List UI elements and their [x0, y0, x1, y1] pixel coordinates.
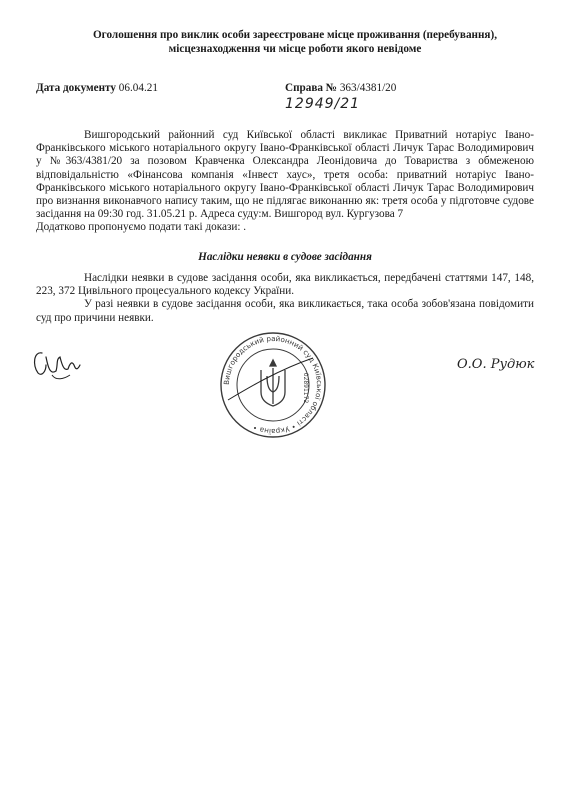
- consequences-section: [36, 272, 534, 325]
- left-signature: [30, 345, 85, 385]
- date-value: 06.04.21: [118, 82, 158, 94]
- right-signature: [455, 348, 540, 378]
- case-number: [285, 82, 396, 94]
- evidence-line: Додатково пропонуємо подати такі докази: .: [36, 221, 247, 234]
- date-label: Дата документу: [36, 82, 116, 94]
- stamp-ring-text: Вишгородський районний суд Київської області • Україна •: [221, 333, 325, 437]
- summons-body: [36, 129, 534, 235]
- trident-icon: [261, 360, 285, 406]
- stamp-code: 02891172: [302, 372, 309, 404]
- case-value: 363/4381/20: [339, 82, 397, 94]
- court-stamp: [218, 330, 328, 440]
- right-signature-text: О.О. Рудюк: [457, 357, 535, 372]
- document-date: [36, 82, 158, 94]
- document-title: Оголошення про виклик особи зареєстроване місце проживання (перебування), місцезнаходження чи місце роботи якого невідоме: [92, 29, 498, 55]
- summons-paragraph: Вишгородський районний суд Київської області викликає Приватний нотаріус Івано-Франківського міського нотаріального округу Івано-Франківської області Личук Тарас Володимирович у №363/4381/20 за позовом Кравченка Олександра Леонідовича до Товариства з обмеженою відповідальністю «Фінансова компанія «Інвест хаус», третя особа: приватний нотаріус Івано-Франківського міського нотаріального округу Івано-Франківської області Личук Тарас Володимирович про визнання виконавчого напису таким, що не підлягає виконанню як: третя особа у підготовче судове засідання на 09:30 год. 31.05.21 р. Адреса суду:м. Вишгород вул. Кургузова 7: [36, 129, 534, 221]
- consequences-heading: Наслідки неявки в судове засідання: [198, 251, 372, 263]
- consequences-paragraph-1: Наслідки неявки в судове засідання особи, яка викликається, передбачені статтями 147, 148, 223, 372 Цивільного процесуального кодексу України.: [36, 272, 534, 298]
- handwritten-registration-number: 12949/21: [285, 96, 361, 112]
- case-label: Справа №: [285, 82, 338, 94]
- consequences-paragraph-2: У разі неявки в судове засідання особи, яка викликається, така особа зобов'язана повідомити суд про причини неявки.: [36, 298, 534, 324]
